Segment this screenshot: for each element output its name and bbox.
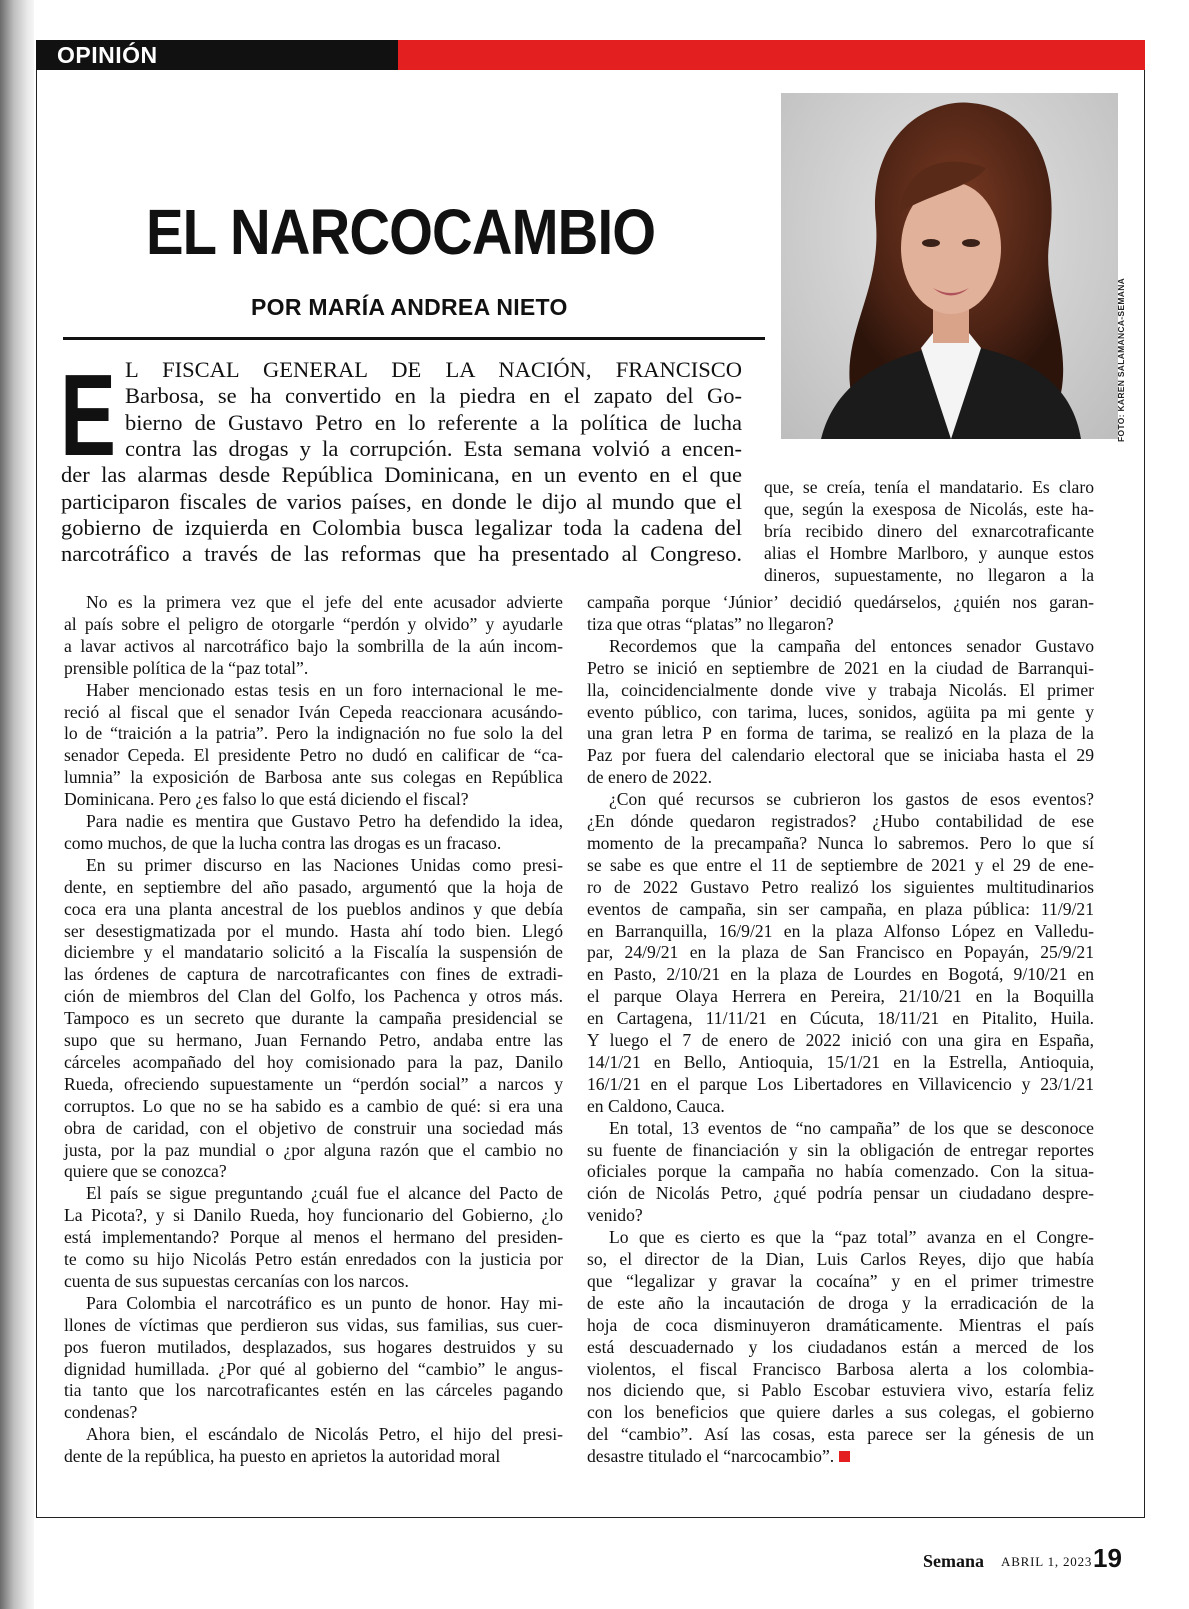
text-line: campaña porque ‘Júnior’ decidió quedárselos, ¿quién nos garan- bbox=[587, 592, 1094, 612]
text-line: supo que su hermano, Juan Fernando Petro, andaba entre las bbox=[64, 1030, 563, 1050]
text-line: Dominicana. Pero ¿es falso lo que está diciendo el fiscal? bbox=[64, 789, 469, 810]
text-line: de enero de 2022. bbox=[587, 767, 713, 788]
text-line: ro de 2022 Gustavo Petro realizó los siguientes multitudinarios bbox=[587, 876, 1094, 897]
text-line: con los beneficios que quiere darles a sus colegas, el gobierno bbox=[587, 1402, 1094, 1423]
text-line: tia tanto que los narcotraficantes estén en las cárceles pagando bbox=[64, 1380, 563, 1401]
text-line: Tampoco es un secreto que durante la campaña presidencial se bbox=[64, 1008, 563, 1029]
text-line: te como su hijo Nicolás Petro están enredados con la justicia por bbox=[64, 1249, 563, 1269]
end-mark-icon bbox=[839, 1451, 850, 1462]
text-line: su fuente de financiación y sin la obligación de entregar reportes bbox=[587, 1139, 1094, 1160]
text-line: que, según la exesposa de Nicolás, este ha- bbox=[764, 498, 1094, 519]
text-line: a lavar activos al narcotráfico bajo la sombrilla de la aún incom- bbox=[64, 635, 563, 656]
text-line: en Cartagena, 11/11/21 en Cúcuta, 18/11/21 en Pitalito, Huila. bbox=[587, 1008, 1094, 1029]
text-line: pos fueron mutilados, desplazados, sus hogares destruidos y su bbox=[64, 1336, 563, 1357]
text-line: en Pasto, 2/10/21 en la plaza de Lourdes en Bogotá, 9/10/21 en bbox=[587, 964, 1094, 985]
text-line: dente, en septiembre del año pasado, argumentó que la hoja de bbox=[64, 876, 563, 897]
text-line: tiza que otras “platas” no llegaron? bbox=[587, 613, 834, 634]
text-line: 14/1/21 en Bello, Antioquia, 15/1/21 en la Estrella, Antioquia, bbox=[587, 1051, 1094, 1072]
text-line: Recordemos que la campaña del entonces senador Gustavo bbox=[609, 635, 1094, 656]
svg-text:E: E bbox=[60, 350, 116, 480]
text-line: participaron fiscales de varios países, en donde le dijo al mundo que el bbox=[61, 488, 742, 514]
text-line: En su primer discurso en las Naciones Unidas como presi- bbox=[86, 854, 563, 875]
text-line: está implementando? Porque al menos el hermano del presiden- bbox=[64, 1227, 563, 1248]
text-line: prensible política de la “paz total”. bbox=[64, 657, 309, 678]
text-line: las órdenes de captura de narcotraficantes con fines de extradi- bbox=[64, 964, 563, 985]
text-line: nos diciendo que, si Pablo Escobar estuviera vivo, estaría feliz bbox=[587, 1380, 1094, 1401]
text-line: en Caldono, Cauca. bbox=[587, 1095, 725, 1116]
text-line: der las alarmas desde República Dominicana, en un evento en el que bbox=[61, 462, 742, 488]
text-line: lla, coincidencialmente donde vive y trabaja Nicolás. El primer bbox=[587, 679, 1094, 700]
text-line: quiere que se conozca? bbox=[64, 1161, 227, 1182]
text-line: del “cambio”. Así las cosas, esta parece ser la génesis de un bbox=[587, 1424, 1094, 1445]
text-line: gobierno de izquierda en Colombia busca legalizar toda la cadena del bbox=[61, 514, 742, 540]
text-line: dineros, supuestamente, no llegaron a la bbox=[764, 564, 1094, 585]
text-line: No es la primera vez que el jefe del ente acusador advierte bbox=[86, 592, 563, 612]
article-byline: POR MARÍA ANDREA NIETO bbox=[251, 294, 568, 320]
text-line: justa, por la paz mundial o ¿por alguna razón que el cambio no bbox=[64, 1139, 563, 1160]
text-line: contra las drogas y la corrupción. Esta semana volvió a encen- bbox=[125, 435, 742, 461]
page-number: 19 bbox=[1093, 1543, 1122, 1573]
text-line: La Picota?, y si Danilo Rueda, hoy funcionario del Gobierno, ¿lo bbox=[64, 1205, 563, 1226]
text-line: ser desestigmatizada por el mundo. Hasta ahí todo bien. Llegó bbox=[64, 920, 563, 941]
text-line: está descuadernado y los ciudadanos están a merced de los bbox=[587, 1336, 1094, 1357]
footer-date: ABRIL 1, 2023 bbox=[1001, 1554, 1093, 1569]
text-line: momento de la precampaña? Nunca lo sabremos. Pero lo que sí bbox=[587, 832, 1094, 853]
author-photo bbox=[781, 93, 1118, 439]
section-bar-red bbox=[398, 40, 1145, 70]
text-line: Para Colombia el narcotráfico es un punto de honor. Hay mi- bbox=[86, 1292, 563, 1313]
text-line: eventos de campaña, sin ser campaña, en plaza pública: 11/9/21 bbox=[587, 898, 1094, 919]
text-line: bría recibido dinero del exnarcotraficante bbox=[764, 520, 1094, 541]
text-line: bierno de Gustavo Petro en lo referente a la política de lucha bbox=[125, 409, 742, 435]
text-line: lumnia” la exposición de Barbosa ante sus colegas en República bbox=[64, 767, 563, 788]
text-line: narcotráfico a través de las reformas que ha presentado al Congreso. bbox=[61, 541, 742, 567]
text-line: Paz por fuera del calendario electoral que se iniciaba hasta el 29 bbox=[587, 745, 1094, 766]
text-line: ción de miembros del Clan del Golfo, los Pachenca y otros más. bbox=[64, 986, 563, 1007]
text-line: que, se creía, tenía el mandatario. Es claro bbox=[764, 477, 1094, 497]
photo-credit: FOTO: KAREN SALAMANCA-SEMANA bbox=[1116, 277, 1126, 442]
text-line: venido? bbox=[587, 1205, 643, 1226]
text-line: condenas? bbox=[64, 1402, 138, 1423]
text-line: L FISCAL GENERAL DE LA NACIÓN, FRANCISCO bbox=[125, 357, 742, 382]
text-line: Rueda, ofreciendo supuestamente un “perdón social” a narcos y bbox=[64, 1073, 563, 1094]
text-line: par, 24/9/21 en la plaza de San Francisco en Popayán, 25/9/21 bbox=[587, 942, 1094, 963]
author-portrait-image bbox=[781, 93, 1118, 439]
text-line: Lo que es cierto es que la “paz total” avanza en el Congre- bbox=[609, 1227, 1094, 1248]
text-line: violentos, el fiscal Francisco Barbosa alerta a los colombia- bbox=[587, 1358, 1094, 1379]
text-line: en Barranquilla, 16/9/21 en la plaza Alfonso López en Valledu- bbox=[587, 920, 1094, 941]
text-line: al país sobre el peligro de otorgarle “perdón y olvido” y ayudarle bbox=[64, 613, 563, 634]
drop-cap-letter bbox=[60, 350, 116, 480]
text-line: reció al fiscal que el senador Iván Cepeda reaccionara acusándo- bbox=[64, 701, 563, 722]
text-line: En total, 13 eventos de “no campaña” de los que se desconoce bbox=[609, 1117, 1094, 1138]
section-label: OPINIÓN bbox=[57, 42, 158, 68]
text-line: una gran letra P en forma de tarima, se realizó en la plaza de la bbox=[587, 723, 1094, 744]
text-line: como muchos, de que la lucha contra las drogas es un fracaso. bbox=[64, 832, 502, 853]
text-line: dignidad humillada. ¿Por qué al gobierno del “cambio” le angus- bbox=[64, 1358, 563, 1379]
text-line: ¿En dónde quedaron registrados? ¿Hubo contabilidad de ese bbox=[587, 811, 1094, 831]
text-line: Barbosa, se ha convertido en la piedra en el zapato del Go- bbox=[125, 383, 742, 409]
text-line: ción de Nicolás Petro, ¿qué podría pensar un ciudadano despre- bbox=[587, 1183, 1094, 1204]
text-line: ¿Con qué recursos se cubrieron los gastos de esos eventos? bbox=[609, 789, 1094, 810]
text-line: llones de víctimas que perdieron sus vidas, sus familias, sus cuer- bbox=[64, 1314, 563, 1335]
text-line: cárceles acompañado del hoy comisionado para la paz, Danilo bbox=[64, 1051, 563, 1072]
text-line: senador Cepeda. El presidente Petro no dudó en calificar de “ca- bbox=[64, 745, 563, 766]
text-line: Haber mencionado estas tesis en un foro internacional le me- bbox=[86, 679, 563, 700]
text-line: diciembre y el mandatario solicitó a la Fiscalía la suspensión de bbox=[64, 942, 563, 963]
text-line: Y luego el 7 de enero de 2022 inició con una gira en España, bbox=[587, 1030, 1094, 1050]
title-rule bbox=[63, 337, 765, 340]
article-title: EL NARCOCAMBIO bbox=[146, 196, 656, 268]
page-binding-shadow bbox=[0, 0, 34, 1609]
text-line: alias el Hombre Marlboro, y aunque estos bbox=[764, 542, 1094, 563]
text-line: evento público, con tarima, luces, sonidos, agüita pa mi gente y bbox=[587, 701, 1094, 722]
text-line: El país se sigue preguntando ¿cuál fue el alcance del Pacto de bbox=[86, 1183, 563, 1204]
text-line: obra de caridad, con el objetivo de construir una sociedad más bbox=[64, 1117, 563, 1138]
text-line: Para nadie es mentira que Gustavo Petro ha defendido la idea, bbox=[86, 811, 563, 831]
text-line: Ahora bien, el escándalo de Nicolás Petro, el hijo del presi- bbox=[86, 1424, 563, 1445]
footer-publication: Semana bbox=[923, 1551, 985, 1571]
text-line: dente de la república, ha puesto en aprietos la autoridad moral bbox=[64, 1446, 501, 1467]
text-line: corruptos. Lo que no se ha sabido es a cambio de qué: si era una bbox=[64, 1095, 563, 1116]
text-line: desastre titulado el “narcocambio”. bbox=[587, 1446, 850, 1468]
text-line: cuenta de sus supuestas cercanías con los narcos. bbox=[64, 1270, 409, 1291]
text-line: 16/1/21 en el parque Los Libertadores en Villavicencio y 23/1/21 bbox=[587, 1073, 1094, 1094]
text-line: hoja de coca disminuyeron dramáticamente. Mientras el país bbox=[587, 1314, 1094, 1335]
text-line: de este año la incautación de droga y la erradicación de la bbox=[587, 1292, 1094, 1313]
text-line: se sabe es que entre el 11 de septiembre de 2021 y el 29 de ene- bbox=[587, 854, 1094, 875]
text-line: so, el director de la Dian, Luis Carlos Reyes, dijo que había bbox=[587, 1249, 1094, 1269]
text-line: oficiales porque la campaña no había comenzado. Con la situa- bbox=[587, 1161, 1094, 1182]
text-line: el parque Olaya Herrera en Pereira, 21/10/21 en la Boquilla bbox=[587, 986, 1094, 1007]
text-line: que “legalizar y gravar la cocaína” y en el primer trimestre bbox=[587, 1270, 1094, 1291]
text-line: Petro se inició en septiembre de 2021 en la ciudad de Barranqui- bbox=[587, 657, 1094, 678]
text-line: lo de “traición a la patria”. Pero la indignación no fue solo la del bbox=[64, 723, 563, 744]
text-line: coca era una planta ancestral de los pueblos andinos y que debía bbox=[64, 898, 563, 919]
